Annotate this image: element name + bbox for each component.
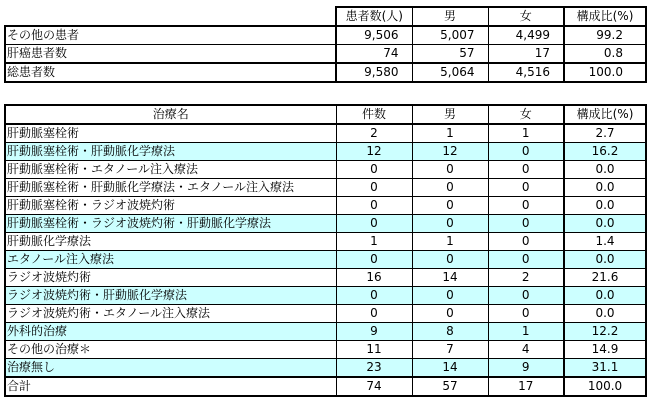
table-row	[5, 143, 646, 161]
cell-value: 4	[488, 341, 564, 359]
cell-value: 4,516	[488, 63, 564, 82]
cell-value: 9	[336, 323, 412, 341]
cell-value: 0	[412, 197, 488, 215]
table-row	[5, 179, 646, 197]
cell-value: 0	[488, 161, 564, 179]
cell-value: 0	[488, 215, 564, 233]
table-row	[5, 161, 646, 179]
row-label: エタノール注入療法	[5, 251, 336, 269]
row-label: その他の治療＊	[5, 341, 336, 359]
table-row-total	[5, 377, 646, 396]
row-label: 肝動脈化学療法	[5, 233, 336, 251]
cell-value: 0	[488, 143, 564, 161]
row-label: 肝動脈塞栓術・肝動脈化学療法	[5, 143, 336, 161]
cell-value: 0	[488, 305, 564, 323]
header-female: 女	[488, 7, 564, 26]
cell-value: 4,499	[488, 26, 564, 45]
row-label: 肝動脈塞栓術・ラジオ波焼灼術	[5, 197, 336, 215]
cell-value: 7	[412, 341, 488, 359]
row-label: 肝癌患者数	[5, 45, 336, 64]
cell-value: 0.0	[564, 215, 646, 233]
cell-value: 16	[336, 269, 412, 287]
row-label: ラジオ波焼灼術・肝動脈化学療法	[5, 287, 336, 305]
table-row	[5, 124, 646, 143]
row-label: 肝動脈塞栓術	[5, 124, 336, 143]
cell-value: 0	[488, 287, 564, 305]
cell-value: 74	[336, 377, 412, 396]
cell-value: 0	[488, 197, 564, 215]
table-row	[5, 287, 646, 305]
row-label: 肝動脈塞栓術・エタノール注入療法	[5, 161, 336, 179]
cell-value: 0	[336, 305, 412, 323]
cell-value: 100.0	[564, 63, 646, 82]
cell-value: 0	[336, 161, 412, 179]
cell-value: 5,007	[412, 26, 488, 45]
treatment-table	[4, 104, 647, 397]
row-label: 総患者数	[5, 63, 336, 82]
cell-value: 12	[412, 143, 488, 161]
cell-value: 0.0	[564, 287, 646, 305]
row-label: その他の患者	[5, 26, 336, 45]
cell-value: 5,064	[412, 63, 488, 82]
cell-value: 17	[488, 45, 564, 64]
cell-value: 17	[488, 377, 564, 396]
cell-value: 0.0	[564, 161, 646, 179]
table-row	[5, 305, 646, 323]
cell-value: 9,580	[336, 63, 412, 82]
cell-value: 0	[336, 179, 412, 197]
cell-value: 0.0	[564, 197, 646, 215]
cell-value: 74	[336, 45, 412, 64]
patient-table-header-row	[5, 7, 646, 26]
cell-value: 0.0	[564, 179, 646, 197]
cell-value: 0.0	[564, 251, 646, 269]
cell-value: 57	[412, 45, 488, 64]
header-male: 男	[412, 105, 488, 124]
cell-value: 0	[336, 287, 412, 305]
table-row-total	[5, 63, 646, 82]
row-label: 肝動脈塞栓術・ラジオ波焼灼術・肝動脈化学療法	[5, 215, 336, 233]
cell-value: 12.2	[564, 323, 646, 341]
cell-value: 1	[412, 124, 488, 143]
cell-value: 16.2	[564, 143, 646, 161]
row-label: 治療無し	[5, 359, 336, 378]
table-row	[5, 251, 646, 269]
cell-value: 2	[488, 269, 564, 287]
cell-value: 0.0	[564, 305, 646, 323]
row-label: 外科的治療	[5, 323, 336, 341]
cell-value: 1	[488, 323, 564, 341]
header-male: 男	[412, 7, 488, 26]
cell-value: 14	[412, 359, 488, 378]
cell-value: 0	[412, 251, 488, 269]
cell-value: 14	[412, 269, 488, 287]
cell-value: 1.4	[564, 233, 646, 251]
cell-value: 57	[412, 377, 488, 396]
cell-value: 0	[412, 215, 488, 233]
cell-value: 1	[412, 233, 488, 251]
cell-value: 0	[336, 251, 412, 269]
row-label: 肝動脈塞栓術・肝動脈化学療法・エタノール注入療法	[5, 179, 336, 197]
header-treatment-name: 治療名	[5, 105, 336, 124]
cell-value: 1	[336, 233, 412, 251]
table-row	[5, 233, 646, 251]
cell-value: 100.0	[564, 377, 646, 396]
table-row	[5, 359, 646, 378]
cell-value: 11	[336, 341, 412, 359]
patient-count-table	[4, 6, 647, 83]
table-row	[5, 341, 646, 359]
header-count: 件数	[336, 105, 412, 124]
header-blank-cell	[5, 7, 336, 26]
header-patients: 患者数(人)	[336, 7, 412, 26]
treatment-table-header-row	[5, 105, 646, 124]
cell-value: 12	[336, 143, 412, 161]
cell-value: 0	[412, 161, 488, 179]
cell-value: 21.6	[564, 269, 646, 287]
cell-value: 0	[336, 197, 412, 215]
cell-value: 9,506	[336, 26, 412, 45]
row-label: ラジオ波焼灼術	[5, 269, 336, 287]
cell-value: 2	[336, 124, 412, 143]
cell-value: 0	[488, 251, 564, 269]
table-row	[5, 269, 646, 287]
table-row	[5, 215, 646, 233]
cell-value: 0	[412, 287, 488, 305]
header-female: 女	[488, 105, 564, 124]
cell-value: 9	[488, 359, 564, 378]
header-ratio: 構成比(%)	[564, 105, 646, 124]
cell-value: 0	[412, 179, 488, 197]
cell-value: 2.7	[564, 124, 646, 143]
row-label: 合計	[5, 377, 336, 396]
row-label: ラジオ波焼灼術・エタノール注入療法	[5, 305, 336, 323]
table-row	[5, 45, 646, 64]
cell-value: 0.8	[564, 45, 646, 64]
cell-value: 31.1	[564, 359, 646, 378]
table-row	[5, 26, 646, 45]
header-ratio: 構成比(%)	[564, 7, 646, 26]
table-row	[5, 323, 646, 341]
cell-value: 0	[412, 305, 488, 323]
cell-value: 0	[488, 233, 564, 251]
table-row	[5, 197, 646, 215]
cell-value: 0	[336, 215, 412, 233]
cell-value: 14.9	[564, 341, 646, 359]
cell-value: 1	[488, 124, 564, 143]
cell-value: 8	[412, 323, 488, 341]
cell-value: 0	[488, 179, 564, 197]
cell-value: 99.2	[564, 26, 646, 45]
cell-value: 23	[336, 359, 412, 378]
